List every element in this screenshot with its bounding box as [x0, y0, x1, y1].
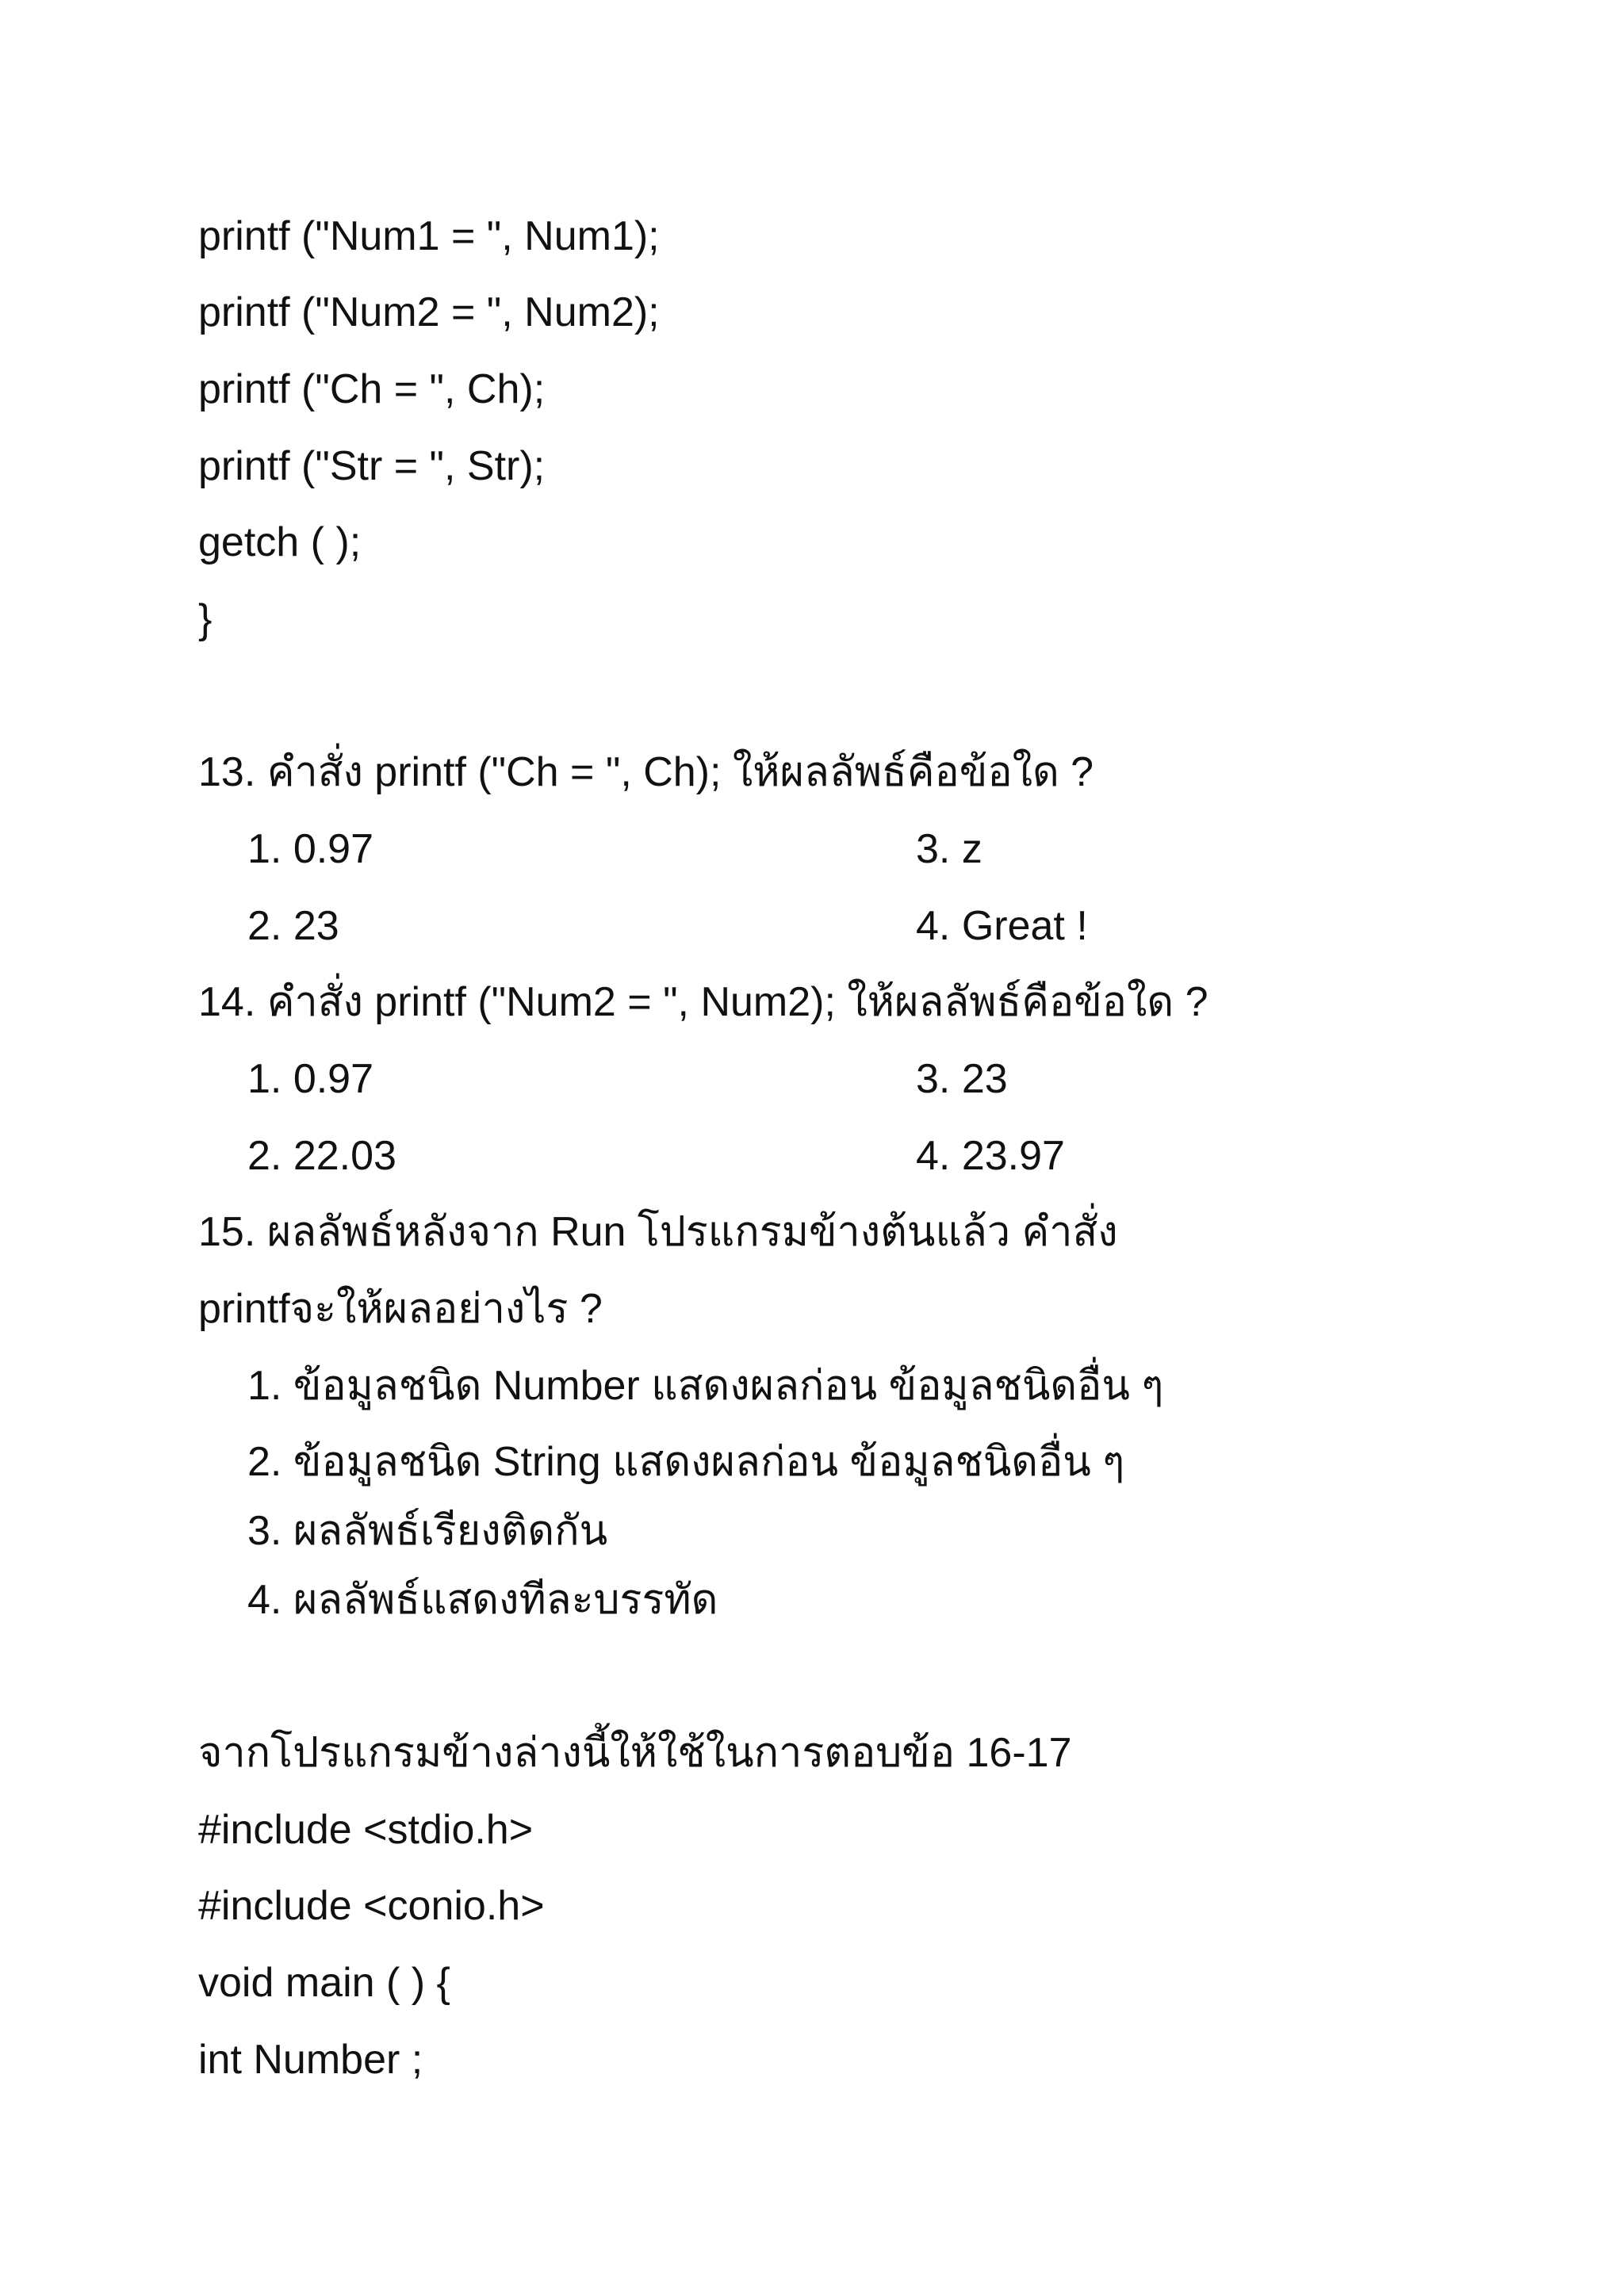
- section-intro: จากโปรแกรมข้างล่างนี้ให้ใช้ในการตอบข้อ 16-17: [198, 1730, 1072, 1776]
- code-line: void main ( ) {: [198, 1960, 450, 2006]
- q15-option-3: 3. ผลลัพธ์เรียงติดกัน: [247, 1508, 608, 1554]
- q14-option-1: 1. 0.97: [247, 1056, 374, 1102]
- q14-option-4: 4. 23.97: [916, 1133, 1065, 1179]
- q13-option-1: 1. 0.97: [247, 826, 374, 872]
- q15-option-4: 4. ผลลัพธ์แสดงทีละบรรทัด: [247, 1577, 718, 1623]
- code-line: printf ("Num1 = ", Num1);: [198, 213, 660, 259]
- code-line: #include <conio.h>: [198, 1883, 545, 1929]
- question-15-line-1: 15. ผลลัพธ์หลังจาก Run โปรแกรมข้างต้นแล้ว คำสั่ง: [198, 1209, 1118, 1255]
- code-line: printf ("Ch = ", Ch);: [198, 366, 546, 412]
- q14-option-3: 3. 23: [916, 1056, 1008, 1102]
- q14-option-2: 2. 22.03: [247, 1133, 396, 1179]
- code-line: printf ("Str = ", Str);: [198, 443, 546, 489]
- q13-option-3: 3. z: [916, 826, 982, 872]
- code-line: }: [198, 596, 213, 642]
- question-14: 14. คำสั่ง printf ("Num2 = ", Num2); ให้ผลลัพธ์คือข้อใด ?: [198, 979, 1208, 1025]
- q13-option-2: 2. 23: [247, 903, 339, 949]
- code-line: printf ("Num2 = ", Num2);: [198, 289, 660, 335]
- code-line: int Number ;: [198, 2037, 423, 2083]
- question-15-line-2: printfจะให้ผลอย่างไร ?: [198, 1286, 603, 1332]
- question-13: 13. คำสั่ง printf ("Ch = ", Ch); ให้ผลลัพธ์คือข้อใด ?: [198, 749, 1094, 795]
- q15-option-2: 2. ข้อมูลชนิด String แสดงผลก่อน ข้อมูลชนิดอื่น ๆ: [247, 1439, 1125, 1485]
- code-line: #include <stdio.h>: [198, 1807, 534, 1853]
- code-line: getch ( );: [198, 519, 362, 565]
- q15-option-1: 1. ข้อมูลชนิด Number แสดงผลก่อน ข้อมูลชนิดอื่น ๆ: [247, 1363, 1164, 1409]
- q13-option-4: 4. Great !: [916, 903, 1088, 949]
